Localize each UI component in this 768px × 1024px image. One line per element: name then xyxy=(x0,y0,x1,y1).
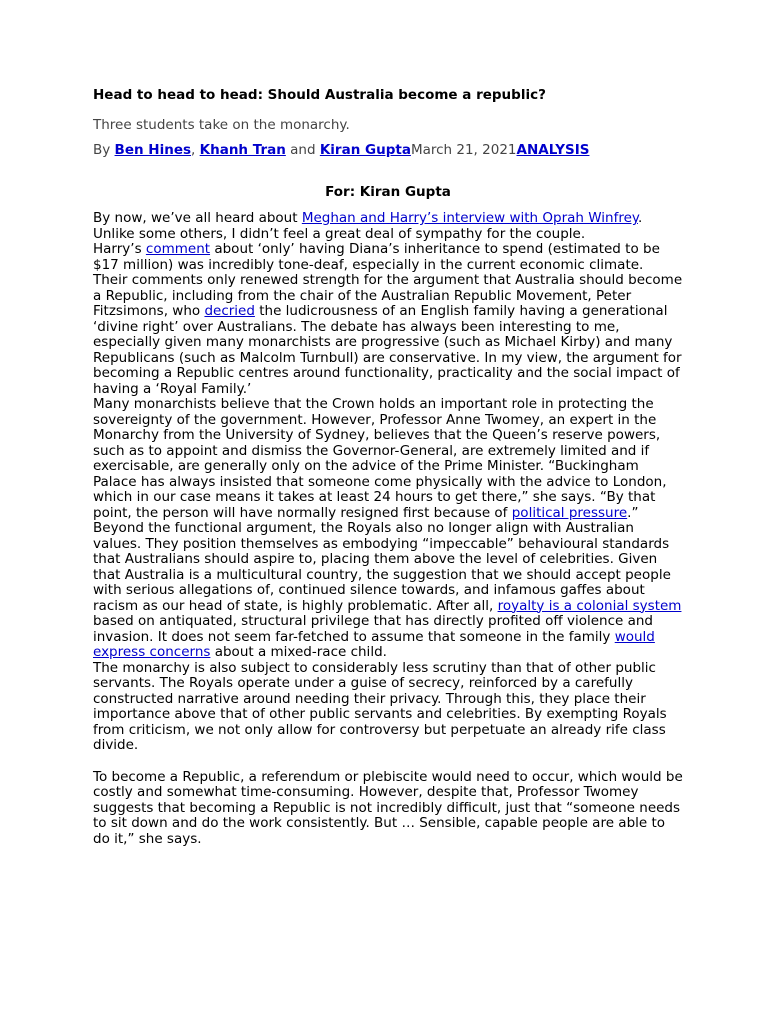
section-link-analysis[interactable]: ANALYSIS xyxy=(516,142,590,158)
publish-date: March 21, 2021 xyxy=(410,142,517,158)
paragraph-text: the ludicrousness of an English family having a generational ‘divine right’ over Australians. The debate has always been interesting to me, especially given many monarchists are progressive (such as Michael Kirby) and many Republicans (such as Malcolm Turnbull) are conservative. In my view, the argument for becoming a Republic centres around functionality, practicality and the social impact of having a ‘Royal Family.’ xyxy=(93,303,682,397)
link-comment[interactable]: comment xyxy=(145,241,211,257)
paragraph-5 xyxy=(93,521,683,661)
paragraph-text: Beyond the functional argument, the Royals also no longer align with Australian values. They position themselves as embodying “impeccable” behavioural standards that Australians should aspire to, placing them above the level of celebrities. Given that Australia is a multicultural country, the suggestion that we should accept people with serious allegations of, continued silence towards, and infamous gaffes about racism as our head of state, is highly problematic. After all, xyxy=(93,520,671,614)
byline-and: and xyxy=(285,142,320,158)
article-title: Head to head to head: Should Australia become a republic? xyxy=(93,87,546,103)
paragraph-4 xyxy=(93,397,683,521)
author-link-ben-hines[interactable]: Ben Hines xyxy=(114,142,192,158)
author-link-khanh-tran[interactable]: Khanh Tran xyxy=(199,142,286,158)
paragraph-6: The monarchy is also subject to considerably less scrutiny than that of other public servants. The Royals operate under a guise of secrecy, reinforced by a carefully constructed narrative around needing their privacy. Through this, they place their importance above that of other public servants and celebrities. By exempting Royals from criticism, we not only allow for controversy but perpetuate an already rife class divide. xyxy=(93,659,667,753)
article-subtitle: Three students take on the monarchy. xyxy=(93,117,350,133)
paragraph-text: based on antiquated, structural privilege that has directly profited off violence and invasion. It does not seem far-fetched to assume that someone in the family xyxy=(93,613,653,645)
byline-by: By xyxy=(93,142,115,158)
link-would-express-concerns[interactable]: would express concerns xyxy=(93,628,655,660)
paragraph-2 xyxy=(93,242,683,273)
byline xyxy=(93,141,683,159)
paragraph-text: .” xyxy=(627,504,639,521)
paragraph-text: Many monarchists believe that the Crown holds an important role in protecting the sovereignty of the government. However, Professor Anne Twomey, an expert in the Monarchy from the University of Sydney, believes that the Queen’s reserve powers, such as to appoint and dismiss the Governor-General, are extremely limited and if exercisable, are generally only on the advice of the Prime Minister. “Buckingham Palace has always insisted that someone come physically with the advice to London, which in our case means it takes at least 24 hours to get there,” she says. “By that point, the person will have normally resigned first because of xyxy=(93,396,667,521)
link-decried[interactable]: decried xyxy=(204,303,255,319)
paragraph-text: about ‘only’ having Diana’s inheritance to spend (estimated to be $17 million) was incredibly tone-deaf, especially in the current economic climate. xyxy=(93,241,660,273)
article-body xyxy=(93,211,683,847)
paragraph-1 xyxy=(93,211,683,242)
link-royalty-colonial-system[interactable]: royalty is a colonial system xyxy=(497,597,682,614)
link-oprah-interview[interactable]: Meghan and Harry’s interview with Oprah Winfrey xyxy=(301,210,638,226)
author-link-kiran-gupta[interactable]: Kiran Gupta xyxy=(319,142,411,158)
paragraph-text: . Unlike some others, I didn’t feel a great deal of sympathy for the couple. xyxy=(93,210,643,242)
paragraph-text: Harry’s xyxy=(93,241,146,257)
paragraph-7: To become a Republic, a referendum or plebiscite would need to occur, which would be costly and somewhat time-consuming. However, despite that, Professor Twomey suggests that becoming a Republic is not incredibly difficult, just that “someone needs to sit down and do the work consistently. But … Sensible, capable people are able to do it,” she says. xyxy=(93,768,683,847)
section-heading: For: Kiran Gupta xyxy=(325,184,451,200)
article xyxy=(93,86,683,847)
byline-separator: , xyxy=(191,142,200,158)
paragraph-text: Their comments only renewed strength for the argument that Australia should become a Republic, including from the chair of the Australian Republic Movement, Peter Fitzsimons, who xyxy=(93,272,683,319)
paragraph-3 xyxy=(93,273,683,397)
link-political-pressure[interactable]: political pressure xyxy=(511,504,628,521)
paragraph-text: By now, we’ve all heard about xyxy=(93,210,302,226)
paragraph-text: about a mixed-race child. xyxy=(210,644,387,660)
